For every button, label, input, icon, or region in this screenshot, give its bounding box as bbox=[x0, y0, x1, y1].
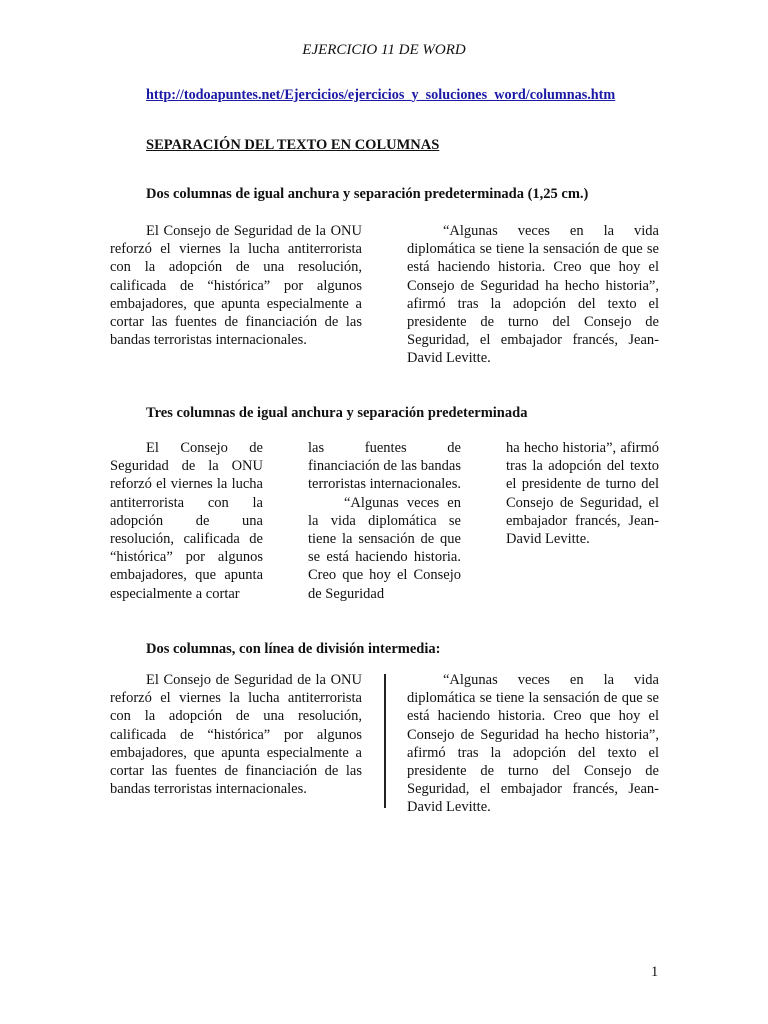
section3-heading: Dos columnas, con línea de división intermedia: bbox=[146, 641, 441, 657]
section1-column-right bbox=[407, 222, 659, 368]
section3-column-left bbox=[110, 671, 362, 798]
section2-heading: Tres columnas de igual anchura y separación predeterminada bbox=[146, 405, 528, 421]
paragraph: “Algunas veces en la vida diplomática se tiene la sensación de que se está haciendo historia. Creo que hoy el Consejo de Seguridad bbox=[308, 494, 461, 602]
source-link[interactable]: http://todoapuntes.net/Ejercicios/ejercicios_y_soluciones_word/columnas.htm bbox=[146, 87, 616, 103]
paragraph: las fuentes de financiación de las bandas terroristas internacionales. bbox=[308, 440, 461, 493]
section2-column-1 bbox=[110, 439, 263, 603]
section2-column-3 bbox=[506, 439, 659, 548]
paragraph: “Algunas veces en la vida diplomática se tiene la sensación de que se está haciendo historia. Creo que hoy el Consejo de Seguridad ha hecho historia”, afirmó tras la adopción del texto el presidente de turno del Consejo de Seguridad, el embajador francés, Jean-David Levitte. bbox=[407, 223, 659, 367]
column-divider-line bbox=[384, 674, 386, 808]
main-heading: SEPARACIÓN DEL TEXTO EN COLUMNAS bbox=[146, 137, 440, 153]
paragraph: ha hecho historia”, afirmó tras la adopción del texto el presidente de turno del Consejo de Seguridad, el embajador francés, Jean-David Levitte. bbox=[506, 440, 659, 548]
section1-heading: Dos columnas de igual anchura y separación predeterminada (1,25 cm.) bbox=[146, 186, 589, 202]
page-number: 1 bbox=[651, 964, 659, 980]
section3-column-right bbox=[407, 671, 659, 817]
page-title: EJERCICIO 11 DE WORD bbox=[302, 42, 466, 58]
paragraph: El Consejo de Seguridad de la ONU reforzó el viernes la lucha antiterrorista con la adopción de una resolución, calificada de “histórica” por algunos embajadores, que apunta especialmente a cortar bbox=[110, 440, 263, 602]
section1-column-left bbox=[110, 222, 362, 349]
paragraph: El Consejo de Seguridad de la ONU reforzó el viernes la lucha antiterrorista con la adopción de una resolución, calificada de “histórica” por algunos embajadores, que apunta especialmente a cortar las fuentes de financiación de las bandas terroristas internacionales. bbox=[110, 223, 362, 349]
section2-column-2 bbox=[308, 439, 461, 603]
paragraph: “Algunas veces en la vida diplomática se tiene la sensación de que se está haciendo historia. Creo que hoy el Consejo de Seguridad ha hecho historia”, afirmó tras la adopción del texto el presidente de turno del Consejo de Seguridad, el embajador francés, Jean-David Levitte. bbox=[407, 672, 659, 816]
paragraph: El Consejo de Seguridad de la ONU reforzó el viernes la lucha antiterrorista con la adopción de una resolución, calificada de “histórica” por algunos embajadores, que apunta especialmente a cortar las fuentes de financiación de las bandas terroristas internacionales. bbox=[110, 672, 362, 798]
